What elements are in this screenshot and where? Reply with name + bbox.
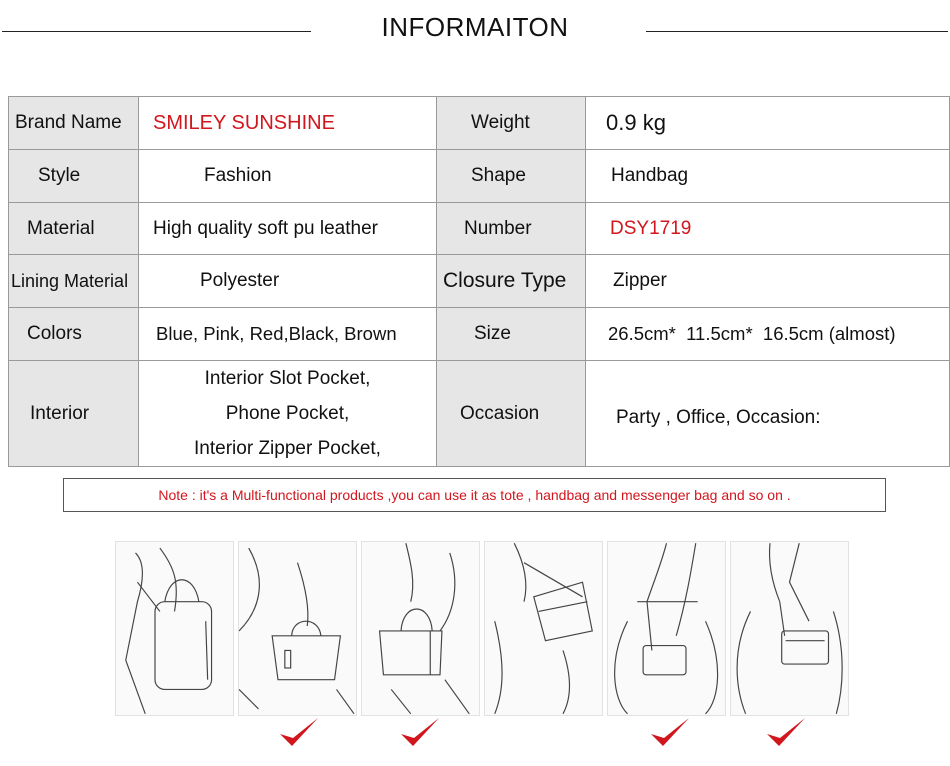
- interior-value-line: Phone Pocket,: [225, 403, 350, 424]
- crossbody-dress-sketch-icon: [607, 541, 726, 716]
- tote-arm-carry-sketch-icon: [361, 541, 480, 716]
- shoulder-bag-sketch-icon: [484, 541, 603, 716]
- table-row: [9, 361, 950, 467]
- lining-material-value: Polyester: [200, 270, 280, 291]
- checkmark-icon: [765, 714, 807, 752]
- lining-material-label: Lining Material: [11, 270, 129, 291]
- shape-value: Handbag: [611, 165, 689, 186]
- weight-value-cell: [586, 97, 950, 150]
- table-row: [9, 255, 950, 308]
- handbag-hand-carry-sketch-icon: [238, 541, 357, 716]
- shape-label: Shape: [471, 165, 526, 186]
- size-label: Size: [474, 323, 511, 344]
- table-row: [9, 308, 950, 361]
- table-row: [9, 203, 950, 255]
- brand-name-value-cell: [139, 97, 437, 150]
- messenger-dress-sketch-icon: [730, 541, 849, 716]
- occasion-label: Occasion: [460, 402, 540, 424]
- colors-value: Blue, Pink, Red,Black, Brown: [156, 323, 397, 344]
- spec-table: [8, 96, 950, 467]
- closure-type-label: Closure Type: [443, 269, 567, 292]
- checkmark-icon: [278, 714, 320, 752]
- usage-note: Note : it's a Multi-functional products ,you can use it as tote , handbag and messenger bag and so on .: [63, 478, 886, 512]
- interior-values: [139, 361, 436, 466]
- material-label: Material: [27, 217, 95, 239]
- header-rule-left: [2, 31, 311, 32]
- occasion-value: Party , Office, Occasion:: [616, 406, 821, 428]
- weight-value: 0.9 kg: [606, 110, 666, 135]
- brand-name-label: Brand Name: [15, 112, 122, 133]
- table-row: [9, 97, 950, 150]
- header-rule-right: [646, 31, 948, 32]
- checkmark-icon: [649, 714, 691, 752]
- style-value: Fashion: [204, 165, 272, 186]
- number-label: Number: [464, 217, 532, 239]
- brand-name-value: SMILEY SUNSHINE: [153, 111, 335, 134]
- material-value: High quality soft pu leather: [153, 217, 378, 239]
- brand-name-label-cell: [9, 97, 139, 150]
- page-title: INFORMAITON: [381, 12, 569, 42]
- style-label: Style: [38, 165, 81, 186]
- checkmark-icon: [399, 714, 441, 752]
- closure-type-value: Zipper: [613, 270, 667, 291]
- number-value: DSY1719: [610, 217, 692, 239]
- colors-label: Colors: [27, 323, 82, 344]
- interior-value-line: Interior Slot Pocket,: [204, 368, 371, 389]
- interior-value-line: Interior Zipper Pocket,: [194, 438, 381, 459]
- interior-label: Interior: [30, 402, 90, 424]
- backpack-sketch-icon: [115, 541, 234, 716]
- weight-label: Weight: [471, 112, 530, 133]
- weight-label-cell: [437, 97, 586, 150]
- size-value: 26.5cm* 11.5cm* 16.5cm (almost): [608, 323, 896, 344]
- table-row: [9, 150, 950, 203]
